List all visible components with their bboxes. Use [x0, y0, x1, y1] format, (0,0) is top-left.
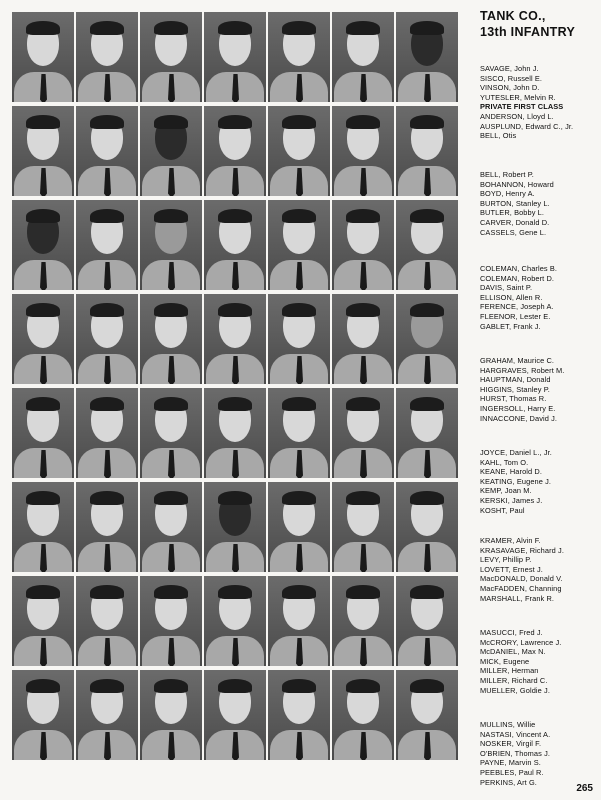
title-line-2: 13th INFANTRY	[480, 25, 576, 39]
name-group	[480, 536, 564, 603]
name-entry: KERSKI, James J.	[480, 495, 543, 505]
portrait-row	[12, 106, 466, 196]
name-group	[480, 448, 552, 515]
title-line-1: TANK CO.,	[480, 9, 546, 23]
portrait-photo	[268, 388, 330, 478]
name-entry: ANDERSON, Lloyd L.	[480, 111, 554, 121]
name-entry: HURST, Thomas R.	[480, 394, 547, 404]
portrait-photo	[396, 576, 458, 666]
portrait-photo	[204, 106, 266, 196]
portrait-photo	[12, 670, 74, 760]
name-group	[480, 64, 573, 141]
name-entry: BUTLER, Bobby L.	[480, 208, 545, 218]
name-entry: KRASAVAGE, Richard J.	[480, 545, 564, 555]
name-entry: BOYD, Henry A.	[480, 189, 535, 199]
name-entry: BURTON, Stanley L.	[480, 198, 550, 208]
portrait-photo	[332, 482, 394, 572]
name-entry: LOVETT, Ernest J.	[480, 564, 543, 574]
name-entry: McCRORY, Lawrence J.	[480, 637, 562, 647]
name-entry: MICK, Eugene	[480, 656, 530, 666]
portrait-photo	[140, 106, 202, 196]
portrait-photo	[332, 388, 394, 478]
name-entry: SISCO, Russell E.	[480, 73, 543, 83]
portrait-photo	[12, 106, 74, 196]
name-entry: PEEBLES, Paul R.	[480, 767, 544, 777]
name-entry: VINSON, John D.	[480, 83, 540, 93]
portrait-photo	[268, 12, 330, 102]
portrait-photo	[204, 670, 266, 760]
portrait-photo	[332, 576, 394, 666]
portrait-photo	[396, 482, 458, 572]
name-group	[480, 628, 561, 695]
name-entry: MULLINS, Willie	[480, 720, 536, 729]
name-entry: HIGGINS, Stanley P.	[480, 384, 550, 394]
name-entry: BOHANNON, Howard	[480, 179, 554, 189]
name-entry: MILLER, Herman	[480, 666, 539, 676]
portrait-photo	[204, 482, 266, 572]
portrait-photo	[140, 200, 202, 290]
portrait-photo	[332, 294, 394, 384]
portrait-photo	[396, 200, 458, 290]
portrait-photo	[140, 670, 202, 760]
portrait-photo	[268, 294, 330, 384]
name-group	[480, 170, 554, 237]
name-entry: KRAMER, Alvin F.	[480, 536, 541, 545]
name-entry: HAUPTMAN, Donald	[480, 375, 551, 385]
names-column	[480, 8, 598, 787]
portrait-photo	[76, 670, 138, 760]
name-entry: YUTESLER, Melvin R.	[480, 92, 556, 102]
portrait-photo	[76, 388, 138, 478]
portrait-photo	[12, 200, 74, 290]
name-entry: MacDONALD, Donald V.	[480, 574, 563, 584]
portrait-photo	[204, 388, 266, 478]
portrait-photo	[140, 482, 202, 572]
portrait-photo	[332, 12, 394, 102]
name-entry: ELLISON, Allen R.	[480, 292, 543, 302]
name-entry: SAVAGE, John J.	[480, 64, 539, 73]
name-entry: MILLER, Richard C.	[480, 675, 548, 685]
portrait-photo	[140, 576, 202, 666]
portrait-photo	[332, 106, 394, 196]
name-entry: KEATING, Eugene J.	[480, 476, 552, 486]
page-title	[480, 8, 598, 40]
portrait-photo	[76, 482, 138, 572]
name-entry: BELL, Robert P.	[480, 170, 534, 179]
portrait-photo	[76, 576, 138, 666]
name-entry: GABLET, Frank J.	[480, 321, 541, 331]
portrait-photo	[204, 12, 266, 102]
rank-heading: PRIVATE FIRST CLASS	[480, 102, 564, 112]
name-entry: AUSPLUND, Edward C., Jr.	[480, 121, 574, 131]
portrait-photo	[140, 388, 202, 478]
portrait-photo	[76, 200, 138, 290]
name-entry: NASTASI, Vincent A.	[480, 729, 551, 739]
portrait-photo	[332, 670, 394, 760]
portrait-photo	[140, 12, 202, 102]
name-group	[480, 356, 564, 423]
portrait-photo	[12, 482, 74, 572]
name-entry: O'BRIEN, Thomas J.	[480, 748, 551, 758]
name-entry: COLEMAN, Robert D.	[480, 273, 555, 283]
page-number: 265	[576, 783, 593, 794]
portrait-photo	[396, 106, 458, 196]
portrait-photo	[268, 200, 330, 290]
portrait-grid	[12, 12, 466, 764]
portrait-photo	[12, 576, 74, 666]
name-entry: HARGRAVES, Robert M.	[480, 365, 565, 375]
name-entry: KAHL, Tom O.	[480, 457, 529, 467]
name-entry: KEANE, Harold D.	[480, 467, 542, 477]
portrait-photo	[332, 200, 394, 290]
name-entry: INGERSOLL, Harry E.	[480, 403, 556, 413]
name-entry: MacFADDEN, Channing	[480, 583, 562, 593]
name-entry: MARSHALL, Frank R.	[480, 593, 555, 603]
name-entry: KOSHT, Paul	[480, 505, 525, 515]
portrait-photo	[396, 670, 458, 760]
portrait-photo	[396, 294, 458, 384]
name-entry: INNACCONE, David J.	[480, 413, 558, 423]
portrait-photo	[396, 12, 458, 102]
portrait-photo	[268, 106, 330, 196]
name-entry: JOYCE, Daniel L., Jr.	[480, 448, 552, 457]
portrait-row	[12, 482, 466, 572]
name-entry: MASUCCI, Fred J.	[480, 628, 543, 637]
portrait-row	[12, 12, 466, 102]
portrait-photo	[12, 12, 74, 102]
name-entry: PERKINS, Art G.	[480, 777, 537, 787]
portrait-row	[12, 200, 466, 290]
name-entry: McDANIEL, Max N.	[480, 647, 546, 657]
portrait-photo	[76, 294, 138, 384]
name-entry: KEMP, Joan M.	[480, 486, 532, 496]
name-entry: FLEENOR, Lester E.	[480, 311, 551, 321]
portrait-photo	[204, 294, 266, 384]
portrait-photo	[268, 576, 330, 666]
portrait-photo	[76, 106, 138, 196]
name-entry: NOSKER, Virgil F.	[480, 739, 542, 749]
name-entry: PAYNE, Marvin S.	[480, 758, 541, 768]
portrait-photo	[204, 576, 266, 666]
name-entry: LEVY, Phillip P.	[480, 555, 532, 565]
name-entry: FERENCE, Joseph A.	[480, 302, 554, 312]
portrait-photo	[268, 670, 330, 760]
portrait-photo	[12, 294, 74, 384]
portrait-row	[12, 670, 466, 760]
name-group	[480, 264, 557, 331]
name-entry: COLEMAN, Charles B.	[480, 264, 558, 273]
portrait-row	[12, 388, 466, 478]
portrait-photo	[12, 388, 74, 478]
name-entry: CASSELS, Gene L.	[480, 227, 547, 237]
portrait-photo	[396, 388, 458, 478]
name-group	[480, 720, 550, 787]
name-entry: CARVER, Donald D.	[480, 217, 550, 227]
portrait-photo	[268, 482, 330, 572]
portrait-row	[12, 294, 466, 384]
portrait-photo	[76, 12, 138, 102]
name-entry: DAVIS, Saint P.	[480, 283, 533, 293]
name-entry: BELL, Otis	[480, 131, 517, 141]
name-entry: MUELLER, Goldie J.	[480, 685, 550, 695]
portrait-photo	[140, 294, 202, 384]
portrait-row	[12, 576, 466, 666]
name-entry: GRAHAM, Maurice C.	[480, 356, 555, 365]
portrait-photo	[204, 200, 266, 290]
